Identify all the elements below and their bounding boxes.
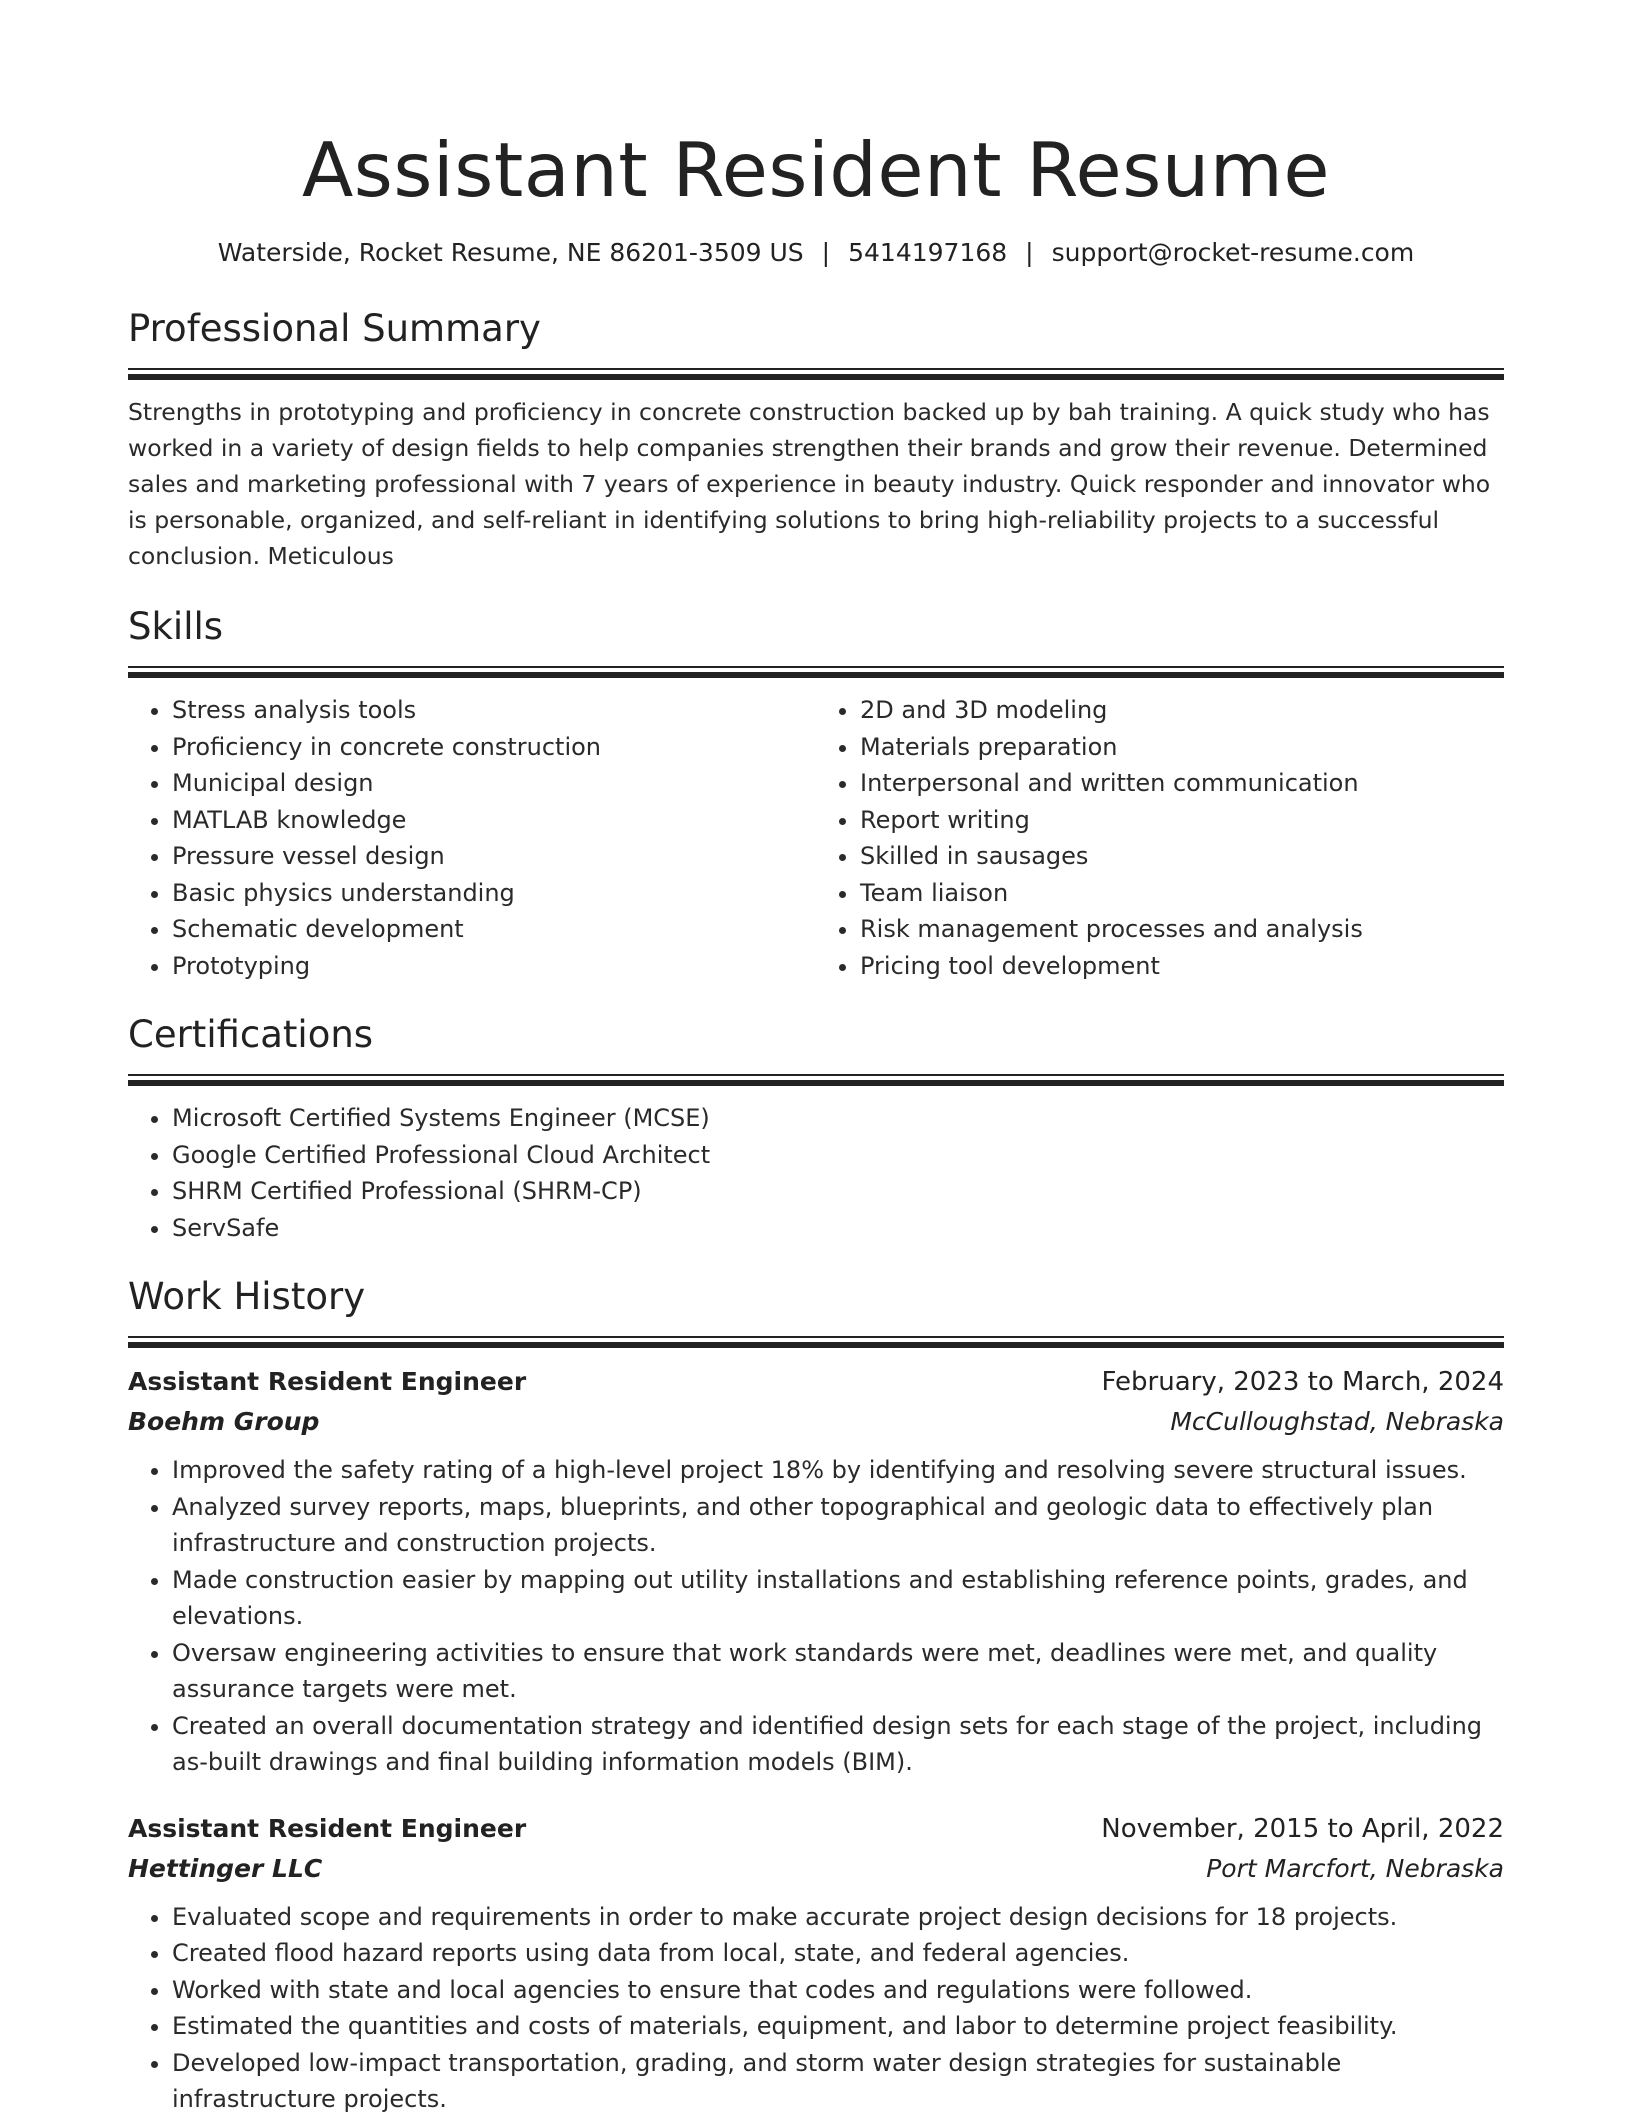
job-title: Assistant Resident Engineer (128, 1813, 527, 1843)
job-dates: November, 2015 to April, 2022 (1101, 1813, 1504, 1844)
skill-item: • Report writing (860, 802, 1504, 839)
skill-item: • Team liaison (860, 875, 1504, 912)
summary-heading: Professional Summary (128, 307, 541, 350)
job-bullet: • Created an overall documentation strategy and identified design sets for each stage of the project, including as-built drawings and final building information models (BIM). (172, 1708, 1504, 1781)
resume-page (128, 0, 1504, 2118)
skill-item: • Prototyping (172, 948, 816, 985)
certifications-heading: Certifications (128, 1013, 374, 1056)
skill-item: • Proficiency in concrete construction (172, 729, 816, 766)
job-bullet: • Worked with state and local agencies to ensure that codes and regulations were followed. (172, 1972, 1504, 2009)
job-header (128, 1362, 1504, 1402)
skill-item: • MATLAB knowledge (172, 802, 816, 839)
skill-item: • 2D and 3D modeling (860, 692, 1504, 729)
skills-list-right (816, 692, 1504, 984)
certifications-section (128, 1010, 1504, 1246)
resume-title: Assistant Resident Resume (301, 126, 1331, 214)
section-divider (128, 666, 1504, 678)
job-dates: February, 2023 to March, 2024 (1101, 1367, 1504, 1397)
job-subheader (128, 1402, 1504, 1442)
contact-email: support@rocket-resume.com (1051, 238, 1415, 267)
work-history-section (128, 1272, 1504, 2118)
skill-item: • Skilled in sausages (860, 838, 1504, 875)
certification-item: • SHRM Certified Professional (SHRM-CP) (172, 1173, 1504, 1210)
contact-separator: | (1025, 238, 1034, 267)
job-bullet: • Improved the safety rating of a high-level project 18% by identifying and resolving severe structural issues. (172, 1452, 1504, 1489)
job-bullet: • Oversaw engineering activities to ensure that work standards were met, deadlines were met, and quality assurance targets were met. (172, 1635, 1504, 1708)
contact-phone: 5414197168 (848, 238, 1008, 267)
job-company: Hettinger LLC (128, 1853, 323, 1883)
job-header (128, 1809, 1504, 1849)
skill-item: • Interpersonal and written communication (860, 765, 1504, 802)
contact-separator: | (821, 238, 831, 267)
section-divider (128, 1336, 1504, 1348)
skill-item: • Pricing tool development (860, 948, 1504, 985)
job-company: Boehm Group (128, 1407, 320, 1436)
job-bullets (128, 1452, 1504, 1781)
job-title: Assistant Resident Engineer (128, 1367, 527, 1396)
certification-item: • ServSafe (172, 1210, 1504, 1247)
job-subheader (128, 1849, 1504, 1889)
certification-item: • Microsoft Certified Systems Engineer (MCSE) (172, 1100, 1504, 1137)
work-history-heading: Work History (128, 1275, 366, 1318)
certifications-list (128, 1100, 1504, 1246)
job-entry (128, 1362, 1504, 1781)
skill-item: • Stress analysis tools (172, 692, 816, 729)
job-location: McCulloughstad, Nebraska (1170, 1407, 1504, 1436)
section-divider (128, 368, 1504, 380)
skills-section (128, 602, 1504, 984)
summary-text: Strengths in prototyping and proficiency in concrete construction backed up by bah training. A quick study who has worked in a variety of design fields to help companies strengthen their brands and grow their revenue. Determined sales and marketing professional with 7 years of experience in beauty industry. Quick responder and innovator who is personable, organized, and self-reliant in identifying solutions to bring high-reliability projects to a successful conclusion. Meticulous (128, 398, 1491, 570)
skills-list-left (128, 692, 816, 984)
summary-section (128, 304, 1504, 574)
contact-address: Waterside, Rocket Resume, NE 86201-3509 US (217, 238, 804, 267)
job-bullet: • Estimated the quantities and costs of materials, equipment, and labor to determine project feasibility. (172, 2008, 1504, 2045)
skill-item: • Basic physics understanding (172, 875, 816, 912)
section-divider (128, 1074, 1504, 1086)
job-bullet: • Created flood hazard reports using data from local, state, and federal agencies. (172, 1935, 1504, 1972)
skill-item: • Pressure vessel design (172, 838, 816, 875)
job-bullet: • Developed low-impact transportation, grading, and storm water design strategies for sustainable infrastructure projects. (172, 2045, 1504, 2118)
skill-item: • Municipal design (172, 765, 816, 802)
contact-line (128, 236, 1504, 270)
skill-item: • Materials preparation (860, 729, 1504, 766)
job-bullet: • Analyzed survey reports, maps, blueprints, and other topographical and geologic data to effectively plan infrastructure and construction projects. (172, 1489, 1504, 1562)
job-bullet: • Made construction easier by mapping out utility installations and establishing reference points, grades, and elevations. (172, 1562, 1504, 1635)
skill-item: • Schematic development (172, 911, 816, 948)
job-entry (128, 1809, 1504, 2118)
skill-item: • Risk management processes and analysis (860, 911, 1504, 948)
job-location: Port Marcfort, Nebraska (1206, 1853, 1504, 1883)
job-bullets (128, 1899, 1504, 2118)
job-bullet: • Evaluated scope and requirements in order to make accurate project design decisions for 18 projects. (172, 1899, 1504, 1936)
certification-item: • Google Certified Professional Cloud Architect (172, 1137, 1504, 1174)
skills-heading: Skills (128, 605, 224, 648)
skills-grid (128, 692, 1504, 984)
